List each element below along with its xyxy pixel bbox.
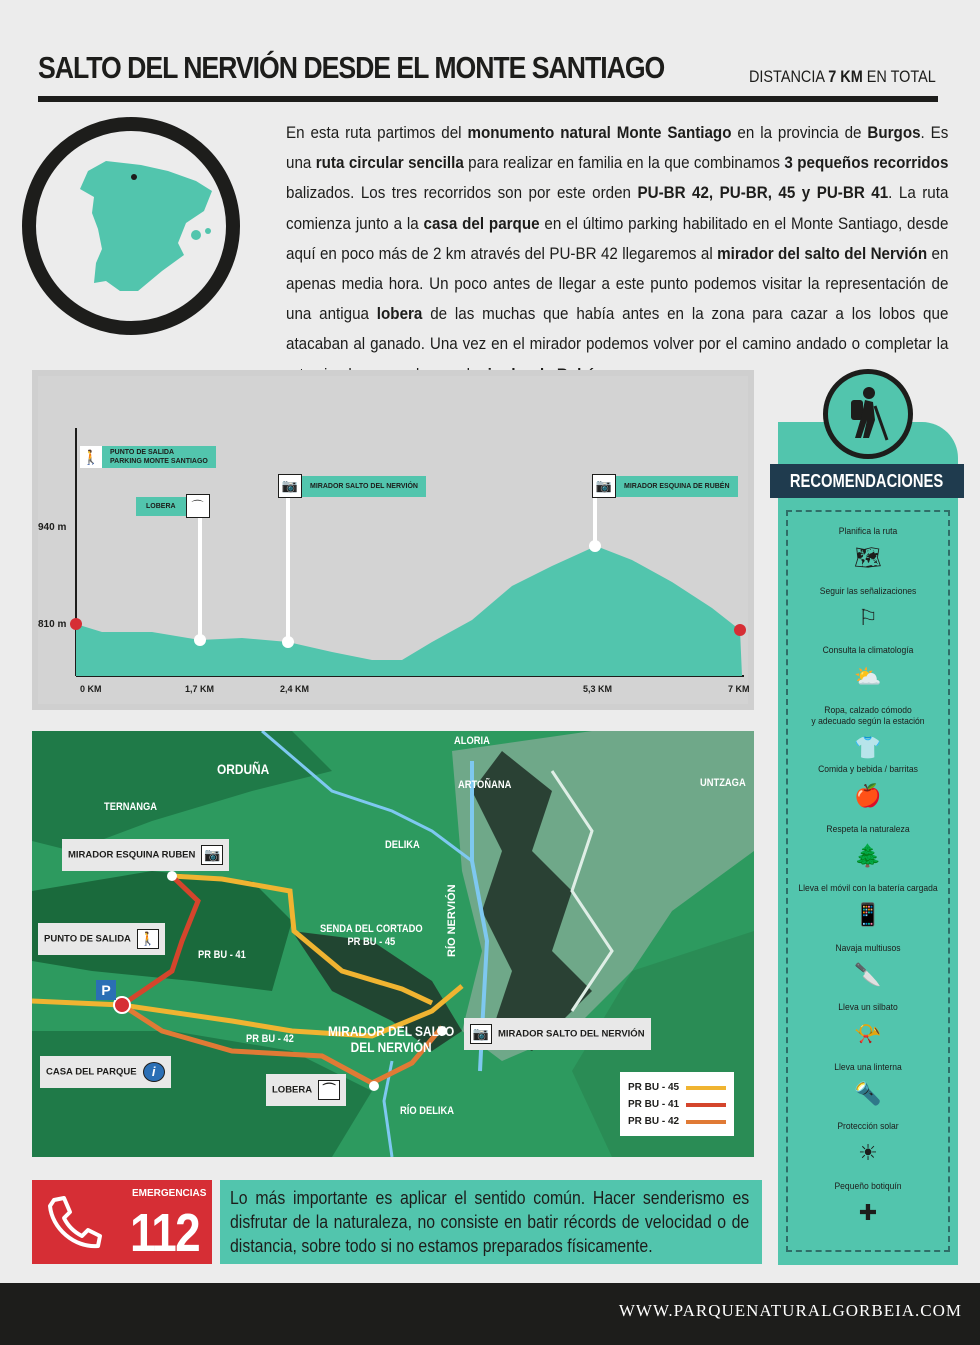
recommendation-label: Respeta la naturaleza xyxy=(826,823,910,835)
elevation-profile xyxy=(32,370,754,710)
place-untzaga: UNTZAGA xyxy=(700,777,746,789)
hiker-icon xyxy=(843,386,893,442)
intro-highlight: Burgos xyxy=(867,124,921,142)
legend-item: PR BU - 45 xyxy=(628,1079,726,1096)
legend-item: PR BU - 42 xyxy=(628,1113,726,1130)
y-label-top: 940 m xyxy=(38,522,67,533)
intro-highlight: lobera xyxy=(376,305,423,324)
profile-point-mirador-salto xyxy=(282,636,294,648)
emergency-box xyxy=(32,1180,212,1264)
recommendation-label: Lleva un silbato xyxy=(838,1002,898,1013)
place-artonana: ARTOÑANA xyxy=(458,779,512,791)
intro-highlight: monumento natural Monte Santiago xyxy=(467,124,732,142)
x-label: 0 KM xyxy=(80,684,102,694)
parking-icon: P xyxy=(96,980,116,1000)
recommendation-label: Consulta la climatología xyxy=(822,645,914,656)
x-label: 5,3 KM xyxy=(583,684,613,694)
profile-point-lobera xyxy=(194,634,206,646)
title-divider xyxy=(38,96,938,102)
map-box-mirador-ruben: MIRADOR ESQUINA RUBEN 📷 xyxy=(62,839,229,871)
recommendation-item xyxy=(788,883,948,930)
recommendation-item xyxy=(788,705,948,763)
x-label: 1,7 KM xyxy=(185,684,215,694)
cave-icon: ⌒ xyxy=(186,494,210,518)
footer xyxy=(0,1283,980,1345)
recommendation-label: Navaja multiusos xyxy=(835,942,901,954)
intro-paragraph xyxy=(286,118,948,390)
recommendation-label: Lleva una linterna xyxy=(834,1061,902,1073)
recommendation-label: Ropa, calzado cómodo xyxy=(824,704,912,716)
route-map xyxy=(32,731,754,1157)
recommendation-label: Lleva el móvil con la batería cargada xyxy=(798,883,938,894)
intro-highlight: ruta circular sencilla xyxy=(315,154,464,173)
intro-text: en apenas media hora. Un poco antes de llegar a este punto podemos visitar la representación de una antigua xyxy=(286,244,949,324)
advice-message: Lo más importante es aplicar el sentido común. Hacer senderismo es disfrutar de la naturaleza, no consiste en batir récords de velocidad o de distancia, sobre todo si no estamos preparados físicamente. xyxy=(220,1180,762,1264)
spain-silhouette-icon xyxy=(36,131,226,321)
recommendation-item xyxy=(788,824,948,871)
recommendation-label: Planifica la ruta xyxy=(838,526,898,537)
profile-point-start xyxy=(70,618,82,630)
map-icon: 🗺 xyxy=(854,545,882,570)
recommendation-item xyxy=(788,586,948,633)
recommendation-item xyxy=(788,764,948,811)
route-label-pr45: SENDA DEL CORTADO PR BU - 45 xyxy=(320,923,423,948)
emergency-label: EMERGENCIAS xyxy=(132,1188,207,1199)
recommendation-item xyxy=(788,1121,948,1168)
recommendation-item xyxy=(788,1062,948,1109)
route-label-pr42: PR BU - 42 xyxy=(246,1033,294,1045)
recommendation-item xyxy=(788,1181,948,1228)
recommendation-item xyxy=(788,526,948,573)
place-aloria: ALORIA xyxy=(454,735,490,747)
y-label-bottom: 810 m xyxy=(38,619,67,630)
map-box-lobera: LOBERA ⌒ xyxy=(266,1074,346,1106)
river-delika: RÍO DELIKA xyxy=(400,1105,455,1117)
intro-highlight: mirador del salto del Nervión xyxy=(717,244,928,263)
camera-icon: 📷 xyxy=(201,845,223,865)
intro-text: En esta ruta partimos del xyxy=(286,124,468,142)
page-title: SALTO DEL NERVIÓN DESDE EL MONTE SANTIAGO xyxy=(38,50,665,85)
recommendation-item xyxy=(788,1002,948,1049)
knife-icon: 🔪 xyxy=(854,961,882,987)
x-label: 2,4 KM xyxy=(280,684,310,694)
intro-text: en el último parking habilitado en el Monte Santiago, desde aquí en poco más de 2 km através del PU-BR 42 llegaremos al xyxy=(286,214,949,263)
marker-start: 🚶 PUNTO DE SALIDA PARKING MONTE SANTIAGO xyxy=(80,446,216,468)
legend-item: PR BU - 41 xyxy=(628,1096,726,1113)
elevation-area xyxy=(76,546,742,676)
place-ternanga: TERNANGA xyxy=(104,801,157,813)
place-delika: DELIKA xyxy=(385,839,420,851)
whistle-icon: 📯 xyxy=(854,1021,882,1046)
intro-highlight: PU-BR 42, PU-BR, 45 y PU-BR 41 xyxy=(637,184,889,203)
profile-point-end xyxy=(734,624,746,636)
recommendation-label: Protección solar xyxy=(837,1121,899,1132)
intro-highlight: casa del parque xyxy=(423,214,540,233)
recommendations-heading: RECOMENDACIONES xyxy=(770,464,964,498)
recommendation-label: Seguir las señalizaciones xyxy=(819,585,917,597)
hiker-icon: 🚶 xyxy=(137,929,159,949)
emergency-number: 112 xyxy=(130,1203,199,1263)
trees-icon: 🌲 xyxy=(854,842,882,868)
intro-text: balizados. Los tres recorridos son por este orden xyxy=(286,184,638,203)
x-label: 7 KM xyxy=(728,684,750,694)
camera-icon: 📷 xyxy=(278,474,302,498)
marker-lobera: LOBERA ⌒ xyxy=(136,494,210,518)
footer-website-link[interactable]: WWW.PARQUENATURALGORBEIA.COM xyxy=(618,1301,962,1320)
place-orduna: ORDUÑA xyxy=(217,761,270,777)
info-icon: i xyxy=(143,1062,165,1082)
recommendation-label: Pequeño botiquín xyxy=(834,1180,902,1192)
spain-locator-map xyxy=(22,117,240,335)
phone-icon: 📱 xyxy=(854,902,882,927)
map-box-punto-salida: PUNTO DE SALIDA 🚶 xyxy=(38,923,165,955)
route-distance: DISTANCIA 7 KM EN TOTAL xyxy=(749,67,936,86)
recommendations-list xyxy=(786,510,950,1252)
cave-icon: ⌒ xyxy=(318,1080,340,1100)
recommendation-item xyxy=(788,943,948,990)
sunscreen-icon: ☀ xyxy=(858,1140,878,1165)
weather-icon: ⛅ xyxy=(854,664,882,689)
phone-icon xyxy=(44,1194,104,1250)
flashlight-icon: 🔦 xyxy=(854,1080,882,1106)
intro-text: para realizar en familia en la que combinamos xyxy=(463,154,785,173)
first-aid-icon: ✚ xyxy=(858,1199,878,1225)
intro-text: . La ruta comienza junto a la xyxy=(286,184,949,233)
route-label-pr41: PR BU - 41 xyxy=(198,949,246,961)
map-box-casa-parque: CASA DEL PARQUE i xyxy=(40,1056,171,1088)
intro-text: en la provincia de xyxy=(731,124,868,142)
hiker-badge xyxy=(823,369,913,459)
mirador-salto-title: MIRADOR DEL SALTO DEL NERVIÓN xyxy=(328,1023,455,1055)
recommendation-label: y adecuado según la estación xyxy=(811,715,925,727)
river-nervion: RÍO NERVIÓN xyxy=(446,884,458,957)
hiker-icon: 🚶 xyxy=(80,446,102,468)
intro-highlight: 3 pequeños recorridos xyxy=(784,154,949,173)
recommendation-label: Comida y bebida / barritas xyxy=(818,764,918,775)
camera-icon: 📷 xyxy=(470,1024,492,1044)
map-legend xyxy=(620,1072,734,1136)
profile-point-mirador-ruben xyxy=(589,540,601,552)
map-box-mirador-salto: 📷 MIRADOR SALTO DEL NERVIÓN xyxy=(464,1018,651,1050)
camera-icon: 📷 xyxy=(592,474,616,498)
marker-mirador-ruben: 📷 MIRADOR ESQUINA DE RUBÉN xyxy=(592,474,738,498)
clothing-icon: 👕 xyxy=(854,734,882,760)
marker-mirador-salto: 📷 MIRADOR SALTO DEL NERVIÓN xyxy=(278,474,426,498)
intro-text: de las muchas que había antes en la zona para cazar a los lobos que atacaban al ganado. Una vez en el mirador podemos volver por el camino andado o completar la xyxy=(286,305,949,354)
intro-text: . Es una xyxy=(286,124,949,173)
food-icon: 🍎 xyxy=(854,783,882,808)
signpost-icon: ⚐ xyxy=(858,604,878,630)
recommendation-item xyxy=(788,645,948,692)
